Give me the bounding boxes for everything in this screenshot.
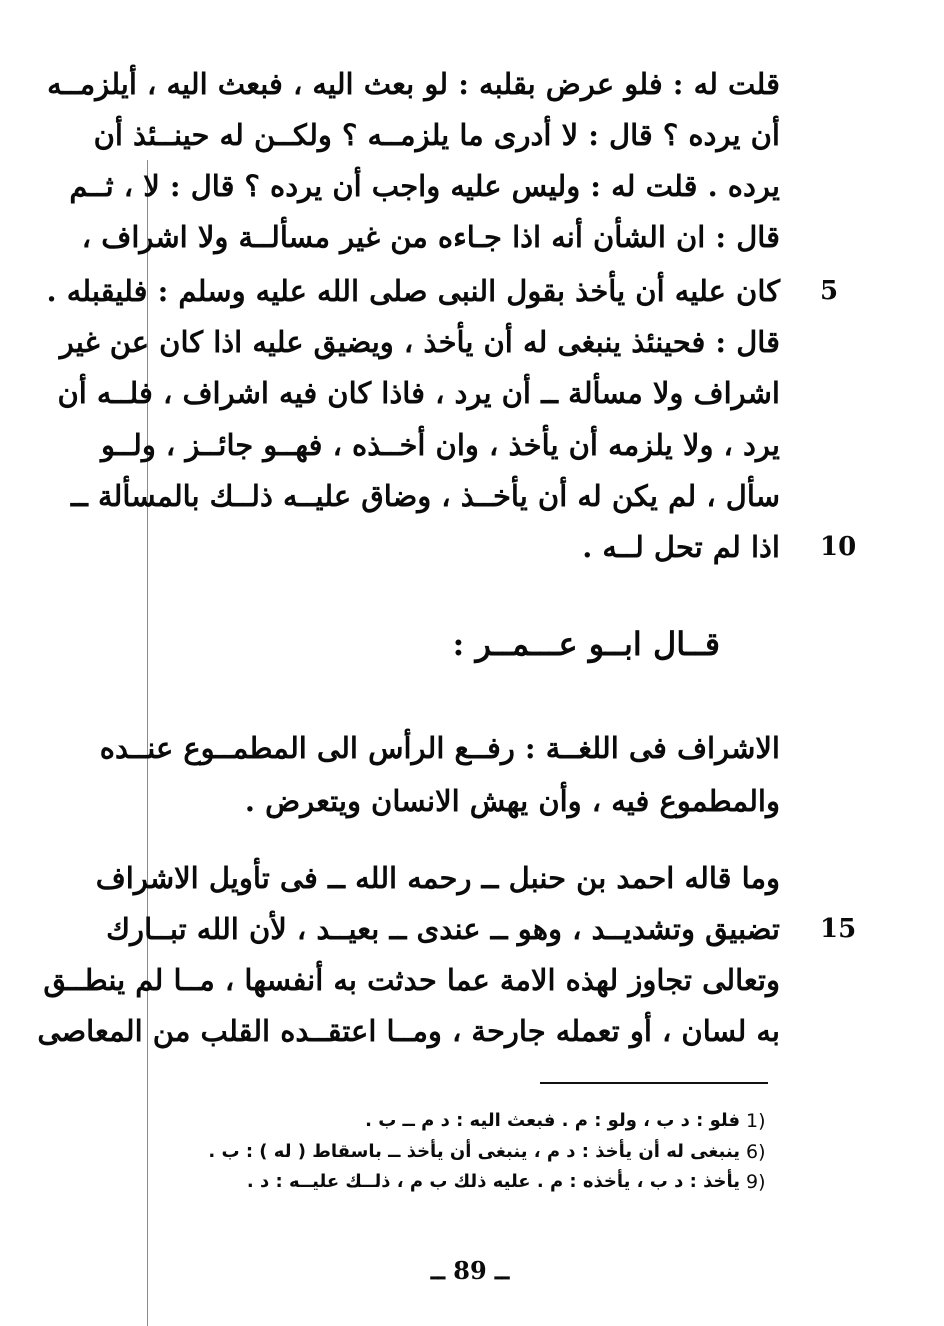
paragraph2-line-1: وما قاله احمد بن حنبل ــ رحمه الله ــ فى تأويل الاشراف: [95, 861, 780, 895]
line-number-15: 15: [820, 914, 857, 944]
line-number-10: 10: [820, 532, 857, 562]
page-number: ــ 89 ــ: [430, 1256, 510, 1285]
body-line-5: كان عليه أن يأخذ بقول النبى صلى الله عليه وسلم : فليقبله .: [46, 274, 780, 308]
body-line-4: قال : ان الشأن أنه اذا جـاءه من غير مسألــة ولا اشراف ،: [81, 220, 780, 254]
body-line-8: يرد ، ولا يلزمه أن يأخذ ، وان أخــذه ، فهــو جائــز ، ولــو: [101, 428, 780, 462]
footnote-separator: [540, 1082, 768, 1084]
paragraph2-line-2: تضبيق وتشديــد ، وهو ــ عندى ــ بعيــد ، لأن الله تبــارك: [106, 912, 780, 946]
body-line-3: يرده . قلت له : وليس عليه واجب أن يرده ؟ قال : لا ، ثــم: [69, 169, 780, 203]
footnote-text-6: ينبغى له أن يأخذ : د م ، ينبغى أن يأخذ ــ باسقاط ( له ) : ب .: [208, 1141, 740, 1162]
body-line-7: اشراف ولا مسألة ــ أن يرد ، فاذا كان فيه اشراف ، فلــه أن: [57, 376, 780, 410]
footnote-number-1: 1): [746, 1110, 766, 1132]
line-number-5: 5: [820, 276, 839, 306]
body-line-1: قلت له : فلو عرض بقلبه : لو بعث اليه ، فبعث اليه ، أيلزمــه: [47, 67, 780, 101]
paragraph2-line-4: به لسان ، أو تعمله جارحة ، ومــا اعتقــده القلب من المعاصى: [37, 1014, 780, 1048]
body-line-10: اذا لم تحل لــه .: [582, 530, 780, 564]
paragraph1-line-1: الاشراف فى اللغــة : رفــع الرأس الى المطمــوع عنــده: [99, 731, 780, 765]
footnote-number-9: 9): [746, 1171, 766, 1193]
paragraph2-line-3: وتعالى تجاوز لهذه الامة عما حدثت به أنفسها ، مــا لم ينطــق: [43, 963, 780, 997]
footnote-text-1: فلو : د ب ، ولو : م . فبعث اليه : د م ــ ب .: [365, 1110, 740, 1131]
body-line-6: قال : فحينئذ ينبغى له أن يأخذ ، ويضيق عليه اذا كان عن غير: [59, 325, 780, 359]
section-heading: قــال ابــو عـــمــر :: [452, 625, 720, 663]
body-line-2: أن يرده ؟ قال : لا أدرى ما يلزمــه ؟ ولكــن له حينــئذ أن: [93, 118, 780, 152]
footnote-number-6: 6): [746, 1141, 766, 1163]
paragraph1-line-2: والمطموع فيه ، وأن يهش الانسان ويتعرض .: [244, 784, 780, 818]
footnote-text-9: يأخذ : د ب ، يأخذه : م . عليه ذلك ب م ، ذلــك عليــه : د .: [246, 1171, 740, 1192]
body-line-9: سأل ، لم يكن له أن يأخــذ ، وضاق عليــه ذلــك بالمسألة ــ: [70, 479, 780, 513]
